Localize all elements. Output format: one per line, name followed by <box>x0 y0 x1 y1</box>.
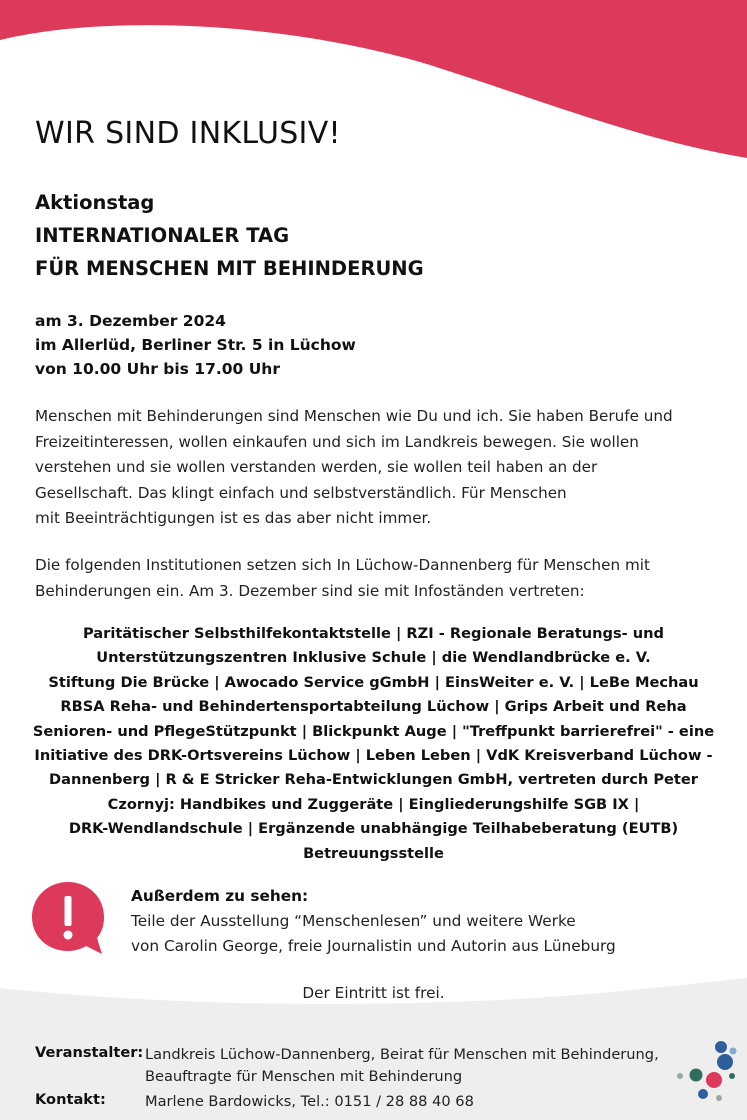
institutions-list <box>0 622 747 866</box>
paragraph-line: Gesellschaft. Das klingt einfach und selbstverständlich. Für Menschen <box>35 483 567 502</box>
institutions-line: Initiative des DRK-Ortsvereins Lüchow | Leben Leben | VdK Kreisverband Lüchow - <box>34 747 713 765</box>
institutions-line: Dannenberg | R & E Stricker Reha-Entwicklungen GmbH, vertreten durch Peter <box>48 771 699 789</box>
organizer-value <box>145 1044 659 1088</box>
organizer-line: Beauftragte für Menschen mit Behinderung <box>145 1068 463 1085</box>
exclamation-speech-bubble-icon <box>30 880 106 956</box>
event-location: im Allerlüd, Berliner Str. 5 in Lüchow <box>35 336 356 354</box>
event-line: Aktionstag <box>35 191 155 214</box>
contact-value: Marlene Bardowicks, Tel.: 0151 / 28 88 40 68 <box>145 1093 474 1110</box>
organizer-line: Landkreis Lüchow-Dannenberg, Beirat für Menschen mit Behinderung, <box>145 1046 659 1063</box>
institutions-line: Stiftung Die Brücke | Awocado Service gGmbH | EinsWeiter e. V. | LeBe Mechau <box>48 673 699 691</box>
colored-dots-logo <box>672 1036 747 1120</box>
event-line: FÜR MENSCHEN MIT BEHINDERUNG <box>35 257 424 280</box>
institutions-line: Paritätischer Selbsthilfekontaktstelle | RZI - Regionale Beratungs- und <box>82 625 665 642</box>
institutions-line: Czornyj: Handbikes und Zuggeräte | Eingliederungshilfe SGB IX | <box>107 795 640 813</box>
paragraph-line: mit Beeinträchtigungen ist es das aber nicht immer. <box>35 509 432 527</box>
additional-exhibit <box>131 884 616 959</box>
paragraph-line: Menschen mit Behinderungen sind Menschen wie Du und ich. Sie haben Berufe und <box>35 407 673 425</box>
institutions-line: Betreuungsstelle <box>303 844 444 862</box>
event-title-block <box>35 186 424 285</box>
event-line: INTERNATIONALER TAG <box>35 224 290 247</box>
event-date: am 3. Dezember 2024 <box>35 312 226 330</box>
paragraph-line: Freizeitinteressen, wollen einkaufen und sich im Landkreis bewegen. Sie wollen <box>35 432 639 451</box>
exhibit-line: von Carolin George, freie Journalistin und Autorin aus Lüneburg <box>131 937 616 955</box>
page-title: WIR SIND INKLUSIV! <box>35 116 341 151</box>
institutions-intro-paragraph <box>35 553 725 604</box>
intro-paragraph <box>35 404 725 532</box>
admission-note: Der Eintritt ist frei. <box>302 984 445 1002</box>
event-time: von 10.00 Uhr bis 17.00 Uhr <box>35 360 280 378</box>
paragraph-line: verstehen und sie wollen verstanden werden, sie wollen teil haben an der <box>35 458 598 476</box>
exhibit-title: Außerdem zu sehen: <box>131 887 309 905</box>
contact-label: Kontakt: <box>35 1091 106 1108</box>
paragraph-line: Behinderungen ein. Am 3. Dezember sind sie mit Infoständen vertreten: <box>35 581 585 600</box>
institutions-line: Senioren- und PflegeStützpunkt | Blickpunkt Auge | "Treffpunkt barrierefrei" - eine <box>32 722 715 740</box>
exhibit-line: Teile der Ausstellung “Menschenlesen” und weitere Werke <box>131 912 576 930</box>
institutions-line: Unterstützungszentren Inklusive Schule | die Wendlandbrücke e. V. <box>96 649 651 667</box>
event-details <box>35 309 356 381</box>
institutions-line: RBSA Reha- und Behindertensportabteilung Lüchow | Grips Arbeit und Reha <box>60 698 687 716</box>
paragraph-line: Die folgenden Institutionen setzen sich In Lüchow-Dannenberg für Menschen mit <box>35 556 650 574</box>
institutions-line: DRK-Wendlandschule | Ergänzende unabhängige Teilhabeberatung (EUTB) <box>68 820 679 838</box>
organizer-label: Veranstalter: <box>35 1044 144 1061</box>
